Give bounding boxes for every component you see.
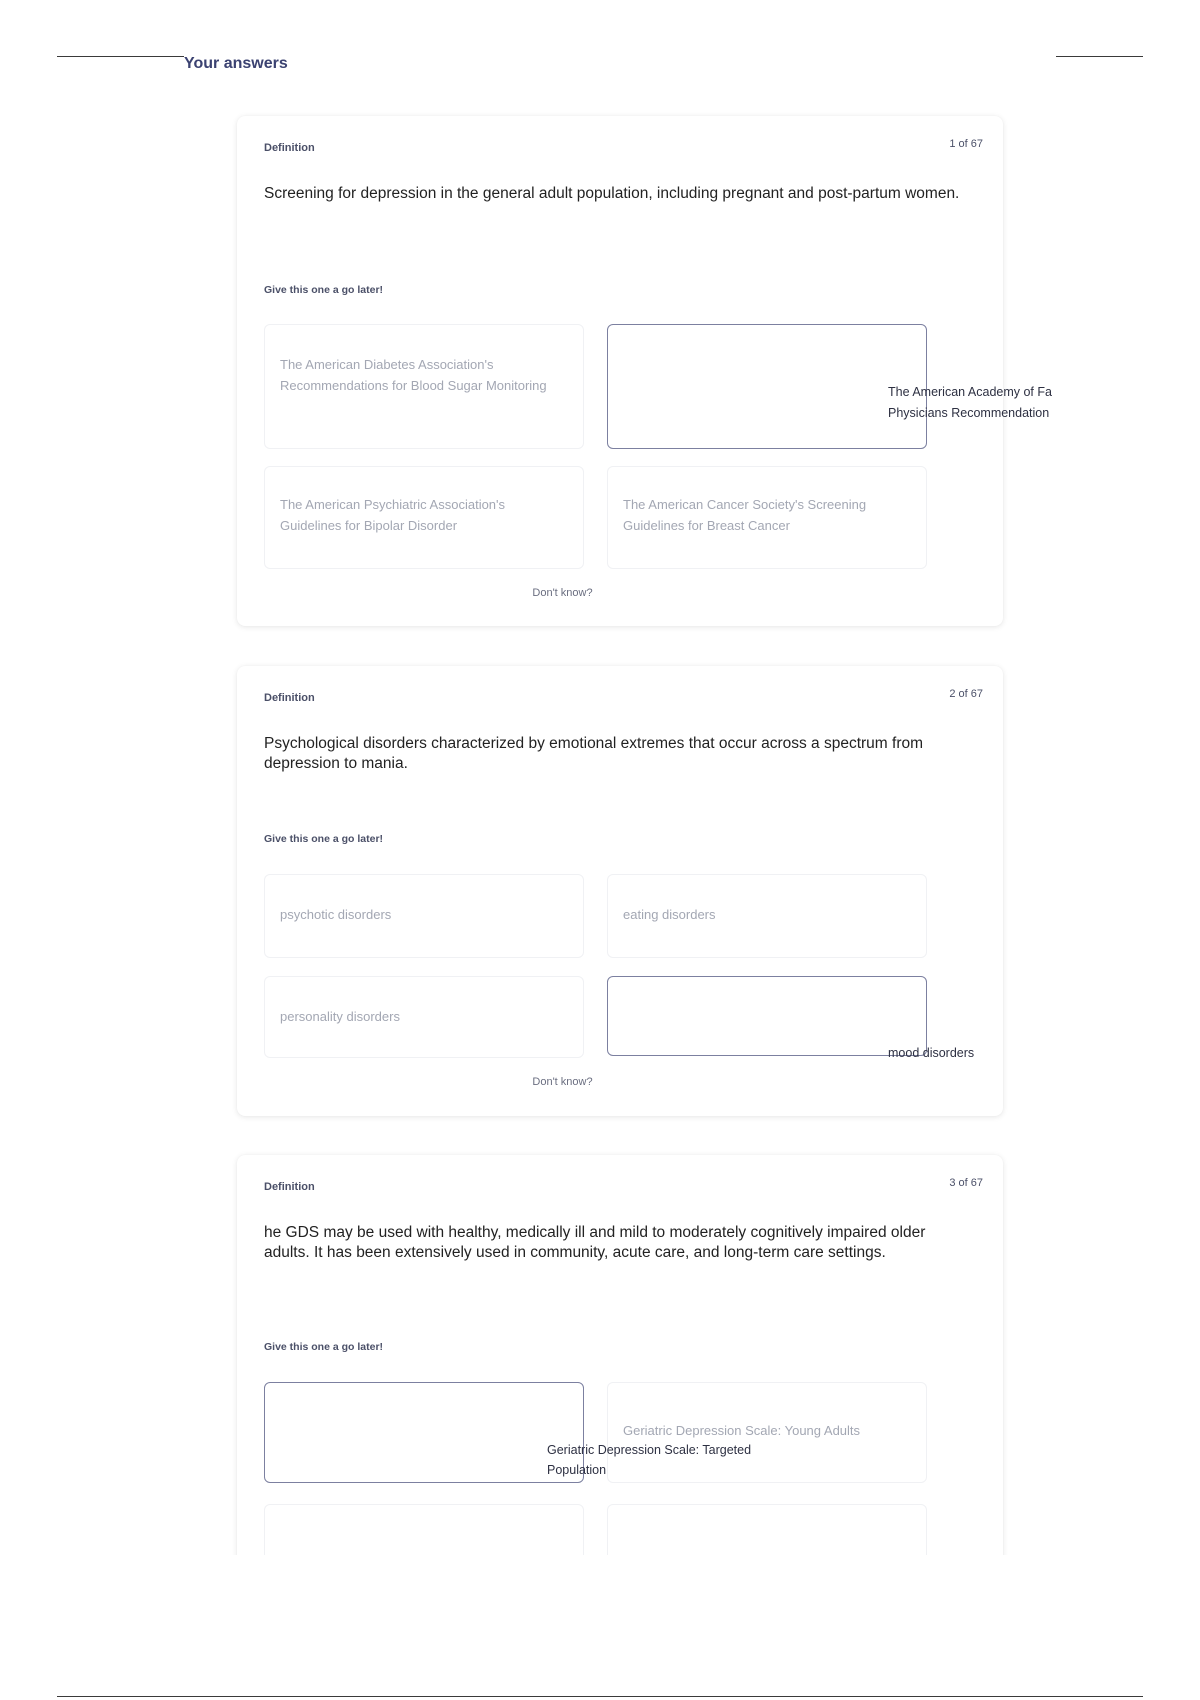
selected-answer-text-line1: Geriatric Depression Scale: Targeted [547, 1443, 752, 1457]
header-rule-left [57, 56, 184, 57]
give-later-link[interactable]: Give this one a go later! [264, 284, 384, 296]
answer-option-text: The American Psychiatric Association's Guidelines for Bipolar Disorder [280, 497, 506, 533]
page-title: Your answers [184, 55, 288, 72]
card-label: Definition [264, 692, 315, 704]
answer-option[interactable] [264, 874, 584, 958]
answer-option[interactable] [264, 324, 584, 449]
card-label: Definition [264, 1181, 315, 1193]
give-later-link[interactable]: Give this one a go later! [264, 833, 384, 845]
card-question: Psychological disorders characterized by emotional extremes that occur across a spectrum from depression to mania. [264, 735, 924, 772]
answer-option-selected[interactable] [607, 324, 927, 449]
answer-option[interactable] [264, 976, 584, 1058]
card-question: he GDS may be used with healthy, medically ill and mild to moderately cognitively impaired older adults. It has been extensively used in community, acute care, and long-term care settings. [264, 1224, 926, 1261]
header-rule-right [1056, 56, 1143, 57]
card-counter: 2 of 67 [949, 688, 983, 700]
dont-know-link[interactable]: Don't know? [532, 1076, 593, 1088]
answer-option-text: The American Cancer Society's Screening Guidelines for Breast Cancer [623, 497, 867, 533]
answer-option[interactable] [264, 466, 584, 569]
card-counter: 3 of 67 [949, 1177, 983, 1189]
answer-option-text: eating disorders [623, 907, 716, 922]
answer-option-text: The American Diabetes Association's Recommendations for Blood Sugar Monitoring [280, 357, 547, 393]
selected-answer-text-line2: Physicians Recommendation [888, 406, 1050, 420]
answer-option-selected[interactable] [264, 1382, 584, 1483]
selected-answer-text-line2: Population [547, 1463, 607, 1477]
card-counter: 1 of 67 [949, 138, 983, 150]
question-card-1 [237, 116, 1003, 626]
answer-option-text: personality disorders [280, 1009, 400, 1024]
answer-option-text: psychotic disorders [280, 907, 392, 922]
answer-option[interactable] [607, 1382, 927, 1483]
page-cutoff [0, 1555, 1200, 1695]
answer-option[interactable] [607, 874, 927, 958]
answer-option[interactable] [607, 466, 927, 569]
selected-answer-text: mood disorders [888, 1046, 975, 1060]
selected-answer-text-line1: The American Academy of Fa [888, 385, 1052, 399]
give-later-link[interactable]: Give this one a go later! [264, 1341, 384, 1353]
answer-option-text: Geriatric Depression Scale: Young Adults [623, 1423, 861, 1438]
footer-rule [57, 1696, 1143, 1697]
dont-know-link[interactable]: Don't know? [532, 587, 593, 599]
card-label: Definition [264, 142, 315, 154]
question-card-3 [237, 1155, 1003, 1585]
card-question: Screening for depression in the general adult population, including pregnant and post-partum women. [264, 185, 960, 202]
answer-option-selected[interactable] [607, 976, 927, 1056]
